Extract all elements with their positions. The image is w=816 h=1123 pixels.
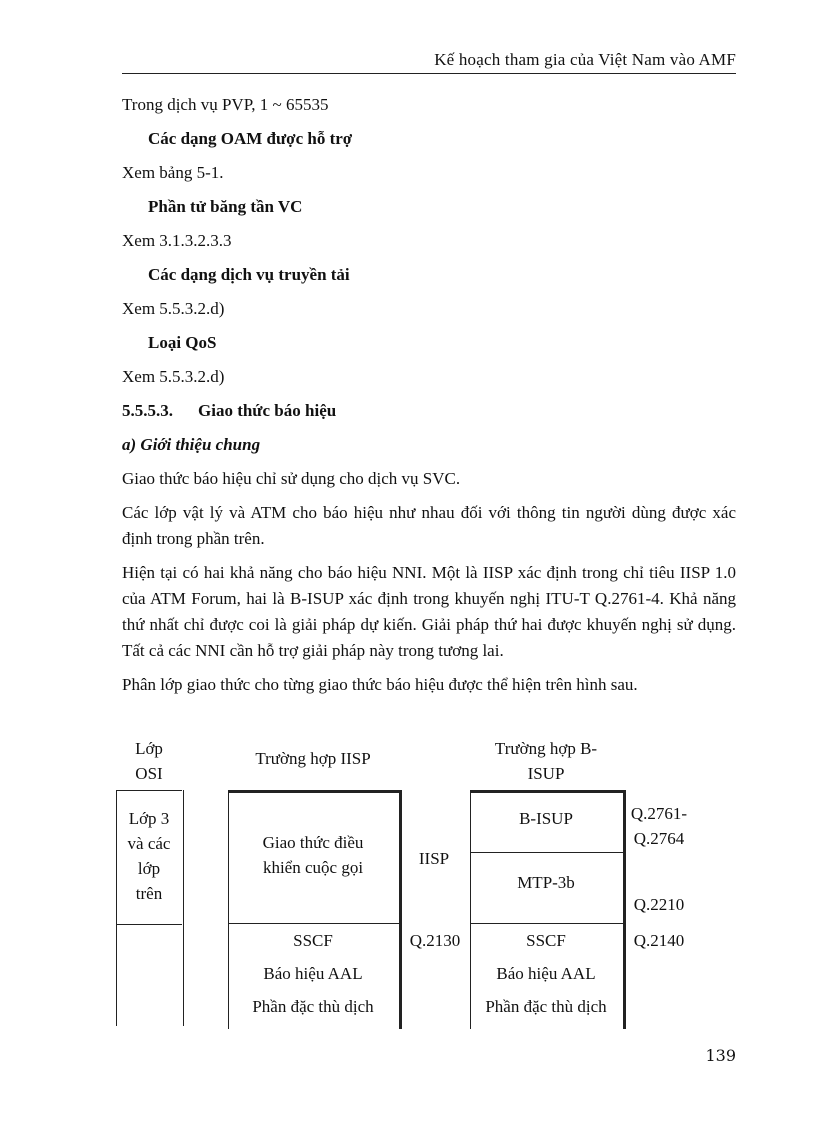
transport-heading: Các dạng dịch vụ truyền tải	[148, 265, 350, 284]
iisp-protocol-label: IISP	[418, 849, 450, 868]
iisp-sscf-label: SSCF	[293, 931, 333, 950]
page-number: 139	[705, 1046, 736, 1065]
iisp-call-control-line-1: Giao thức điều	[262, 833, 364, 852]
bisup-header-line-1: Trường hợp B-	[494, 739, 598, 758]
main-text	[122, 92, 736, 706]
osi-column-header	[116, 736, 182, 786]
oam-heading: Các dạng OAM được hỗ trợ	[148, 129, 353, 148]
running-header: Kế hoạch tham gia của Việt Nam vào AMF	[434, 50, 736, 69]
vc-reference: Xem 3.1.3.2.3.3	[122, 231, 232, 250]
qos-reference: Xem 5.5.3.2.d)	[122, 367, 225, 386]
osi-layer3-line-1: Lớp 3	[128, 809, 170, 828]
osi-layer3-line-2: và các	[127, 834, 171, 853]
q2210-reference: Q.2210	[633, 895, 685, 914]
paragraph-1: Giao thức báo hiệu chỉ sử dụng cho dịch vụ SVC.	[122, 469, 461, 488]
q2761-line-2: Q.2764	[633, 829, 685, 848]
bisup-header-line-2: ISUP	[527, 764, 565, 783]
iisp-call-control-label	[228, 830, 398, 880]
bisup-aal-label: Báo hiệu AAL	[496, 964, 596, 983]
section-number: 5.5.5.3.	[122, 401, 173, 420]
osi-layer3-line-4: trên	[135, 884, 163, 903]
oam-reference: Xem bảng 5-1.	[122, 163, 224, 182]
iisp-column-header: Trường hợp IISP	[255, 749, 371, 768]
osi-layer3-line-3: lớp	[137, 859, 161, 878]
mtp3b-label: MTP-3b	[517, 873, 575, 892]
bisup-column-header	[470, 736, 622, 786]
iisp-service-specific-label: Phần đặc thù dịch	[252, 997, 374, 1016]
qos-heading: Loại QoS	[148, 333, 217, 352]
vc-heading: Phần tử băng tần VC	[148, 197, 303, 216]
paragraph-2: Các lớp vật lý và ATM cho báo hiệu như nhau đối với thông tin người dùng được xác định trong phần trên.	[122, 503, 736, 548]
pvp-range-text: Trong dịch vụ PVP, 1 ~ 65535	[122, 95, 329, 114]
subsection-heading: a) Giới thiệu chung	[122, 435, 261, 454]
osi-header-line-2: OSI	[135, 764, 163, 783]
bisup-sscf-label: SSCF	[526, 931, 566, 950]
iisp-call-control-line-2: khiển cuộc gọi	[262, 858, 364, 877]
section-heading	[122, 398, 736, 424]
iisp-aal-label: Báo hiệu AAL	[263, 964, 363, 983]
osi-header-line-1: Lớp	[135, 739, 163, 758]
q2761-reference	[626, 801, 692, 851]
paragraph-3: Hiện tại có hai khả năng cho báo hiệu NNI. Một là IISP xác định trong chỉ tiêu IISP 1.0 của ATM Forum, hai là B-ISUP xác định trong khuyến nghị ITU-T Q.2761-4. Khả năng thứ nhất chỉ được coi là giải pháp dự kiến. Giải pháp thứ hai được khuyến nghị sử dụng. Tất cả các NNI cần hỗ trợ giải pháp này trong tương lai.	[122, 563, 736, 660]
paragraph-4: Phân lớp giao thức cho từng giao thức báo hiệu được thể hiện trên hình sau.	[122, 675, 638, 694]
osi-layer3-label	[116, 806, 182, 906]
section-title: Giao thức báo hiệu	[198, 401, 337, 420]
q2761-line-1: Q.2761-	[630, 804, 688, 823]
transport-reference: Xem 5.5.3.2.d)	[122, 299, 225, 318]
q2130-reference: Q.2130	[409, 931, 461, 950]
q2140-reference: Q.2140	[633, 931, 685, 950]
header-rule	[122, 73, 736, 74]
bisup-service-specific-label: Phần đặc thù dịch	[485, 997, 607, 1016]
bisup-top-label: B-ISUP	[519, 809, 573, 828]
